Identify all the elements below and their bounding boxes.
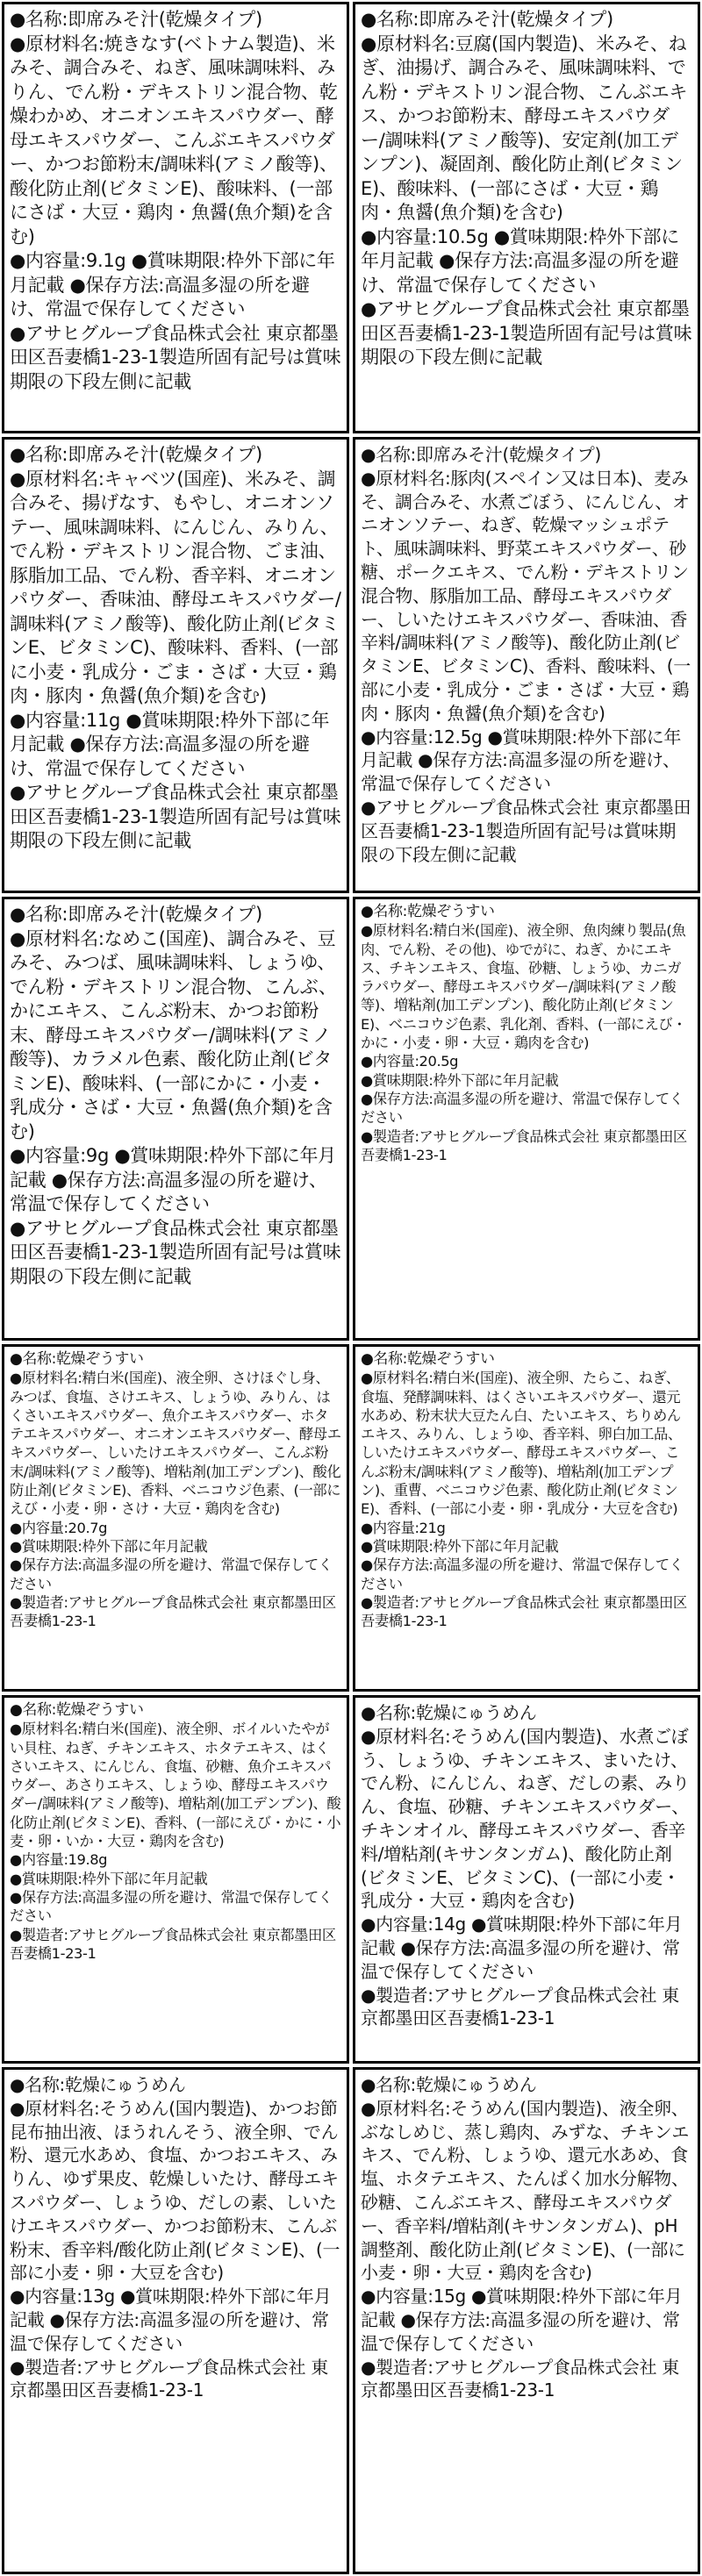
- panel-line: ●保存方法:高温多湿の所を避け、常温で保存してください: [10, 1888, 333, 1925]
- panel-line: ●名称:乾燥にゅうめん: [10, 2074, 186, 2095]
- label-panel-miso-tofu: [353, 2, 700, 433]
- panel-line: ●名称:即席みそ汁(乾燥タイプ): [10, 9, 262, 30]
- panel-line: ●原材料名:なめこ(国産)、調合みそ、豆みそ、みつば、風味調味料、しょうゆ、でん粉・デキストリン混合物、こんぶ、かにエキス、こんぶ粉末、かつお節粉末、酵母エキスパウダー/調味料(アミノ酸等)、カラメル色素、酸化防止剤(ビタミンE)、酸味料、(一部にかに・小麦・乳成分・さば・大豆・魚醤(魚介類)を含む): [10, 927, 337, 1142]
- label-panel-nyumen-spinach: [2, 2067, 349, 2574]
- panel-line: ●賞味期限:枠外下部に年月記載: [10, 1537, 208, 1555]
- panel-line: ●名称:乾燥ぞうすい: [10, 1701, 144, 1719]
- panel-line: ●原材料名:そうめん(国内製造)、液全卵、ぶなしめじ、蒸し鶏肉、みずな、チキンエキス、でん粉、しょうゆ、還元水あめ、食塩、ホタテエキス、たんぱく加水分解物、砂糖、こんぶエキス、酵母エキスパウダー、香辛料/増粘剤(キサンタンガム)、pH調整剤、酸化防止剤(ビタミンE)、(一部に小麦・卵・大豆・鶏肉を含む): [361, 2097, 690, 2284]
- panel-line: ●原材料名:そうめん(国内製造)、水煮ごぼう、しょうゆ、チキンエキス、まいたけ、でん粉、にんじん、ねぎ、だしの素、みりん、食塩、砂糖、チキンエキスパウダー、チキンオイル、酵母エキスパウダー、香辛料/増粘剤(キサンタンガム)、酸化防止剤(ビタミンE、ビタミンC)、(一部に小麦・乳成分・大豆・鶏肉を含む): [361, 1725, 690, 1912]
- panel-line: ●名称:即席みそ汁(乾燥タイプ): [361, 9, 613, 30]
- panel-line: ●内容量:20.5g: [361, 1053, 459, 1070]
- panel-line: ●保存方法:高温多湿の所を避け、常温で保存してください: [361, 1090, 684, 1127]
- panel-line: ●名称:乾燥にゅうめん: [361, 2074, 537, 2095]
- panel-line: ●アサヒグループ食品株式会社 東京都墨田区吾妻橋1-23-1製造所固有記号は賞味期限の下段左側に記載: [361, 796, 691, 865]
- panel-line: ●保存方法:高温多湿の所を避け、常温で保存してください: [361, 1556, 684, 1592]
- panel-line: ●賞味期限:枠外下部に年月記載: [361, 1071, 559, 1089]
- panel-line: ●名称:乾燥ぞうすい: [10, 1350, 144, 1368]
- panel-line: ●原材料名:そうめん(国内製造)、かつお節昆布抽出液、ほうれんそう、液全卵、でん粉、還元水あめ、食塩、かつおエキス、みりん、ゆず果皮、乾燥しいたけ、酵母エキスパウダー、しょうゆ、だしの素、しいたけエキスパウダー、かつお節粉末、こんぶ粉末、香辛料/酸化防止剤(ビタミンE)、(一部に小麦・卵・大豆を含む): [10, 2097, 340, 2284]
- panel-line: ●内容量:9g ●賞味期限:枠外下部に年月記載 ●保存方法:高温多湿の所を避け、常温で保存してください: [10, 1145, 336, 1214]
- panel-line: ●製造者:アサヒグループ食品株式会社 東京都墨田区吾妻橋1-23-1: [10, 2356, 328, 2401]
- panel-line: ●内容量:11g ●賞味期限:枠外下部に年月記載 ●保存方法:高温多湿の所を避け、常温で保存してください: [10, 709, 330, 779]
- panel-line: ●名称:即席みそ汁(乾燥タイプ): [361, 444, 601, 465]
- panel-line: ●アサヒグループ食品株式会社 東京都墨田区吾妻橋1-23-1製造所固有記号は賞味期限の下段左側に記載: [10, 1217, 341, 1287]
- panel-line: ●内容量:12.5g ●賞味期限:枠外下部に年月記載 ●保存方法:高温多湿の所を避け、常温で保存してください: [361, 726, 682, 795]
- label-panel-zousui-crab: [353, 897, 700, 1341]
- label-panel-zousui-cod-roe: [353, 1344, 700, 1692]
- label-panel-nyumen-burdock: [353, 1695, 700, 2064]
- label-panel-miso-nameko: [2, 897, 349, 1341]
- label-panel-zousui-scallop: [2, 1695, 349, 2064]
- label-panel-nyumen-chicken: [353, 2067, 700, 2574]
- panel-line: ●賞味期限:枠外下部に年月記載: [10, 1870, 208, 1887]
- label-panel-miso-cabbage: [2, 437, 349, 893]
- panel-line: ●原材料名:焼きなす(ベトナム製造)、米みそ、調合みそ、ねぎ、風味調味料、みりん、でん粉・デキストリン混合物、乾燥わかめ、オニオンエキスパウダー、酵母エキスパウダー、こんぶエキスパウダー、かつお節粉末/調味料(アミノ酸等)、酸化防止剤(ビタミンE)、酸味料、(一部にさば・大豆・鶏肉・魚醤(魚介類)を含む): [10, 32, 338, 247]
- panel-line: ●内容量:19.8g: [10, 1851, 108, 1869]
- label-panel-miso-eggplant: [2, 2, 349, 433]
- panel-line: ●原材料名:精白米(国産)、液全卵、ボイルいたやがい貝柱、ねぎ、チキンエキス、ホタテエキス、はくさいエキス、にんじん、食塩、砂糖、魚介エキスパウダー、あさりエキス、しょうゆ、酵母エキスパウダー/調味料(アミノ酸等)、増粘剤(加工デンプン)、酸化防止剤(ビタミンE)、香料、(一部にえび・かに・小麦・卵・いか・大豆・鶏肉を含む): [10, 1721, 341, 1850]
- panel-line: ●原材料名:豚肉(スペイン又は日本)、麦みそ、調合みそ、水煮ごぼう、にんじん、オニオンソテー、ねぎ、乾燥マッシュポテト、風味調味料、野菜エキスパウダー、砂糖、ポークエキス、でん粉・デキストリン混合物、豚脂加工品、酵母エキスパウダー、しいたけエキスパウダー、香味油、香辛料/調味料(アミノ酸等)、酸化防止剤(ビタミンE、ビタミンC)、香料、酸味料、(一部に小麦・乳成分・ごま・さば・大豆・鶏肉・豚肉・魚醤(魚介類)を含む): [361, 467, 691, 724]
- panel-line: ●内容量:13g ●賞味期限:枠外下部に年月記載 ●保存方法:高温多湿の所を避け、常温で保存してください: [10, 2286, 332, 2354]
- panel-line: ●名称:即席みそ汁(乾燥タイプ): [10, 444, 262, 465]
- panel-line: ●原材料名:キャベツ(国産)、米みそ、調合みそ、揚げなす、もやし、オニオンソテー、風味調味料、にんじん、みりん、でん粉・デキストリン混合物、ごま油、豚脂加工品、でん粉、香辛料、オニオンパウダー、香味油、酵母エキスパウダー/調味料(アミノ酸等)、酸化防止剤(ビタミンE、ビタミンC)、酸味料、香料、(一部に小麦・乳成分・ごま・さば・大豆・鶏肉・豚肉・魚醤(魚介類)を含む): [10, 468, 341, 706]
- panel-line: ●製造者:アサヒグループ食品株式会社 東京都墨田区吾妻橋1-23-1: [361, 1593, 687, 1630]
- panel-line: ●名称:乾燥ぞうすい: [361, 903, 495, 920]
- panel-line: ●内容量:14g ●賞味期限:枠外下部に年月記載 ●保存方法:高温多湿の所を避け、常温で保存してください: [361, 1914, 683, 1982]
- panel-line: ●名称:乾燥にゅうめん: [361, 1702, 537, 1723]
- panel-line: ●原材料名:豆腐(国内製造)、米みそ、ねぎ、油揚げ、調合みそ、風味調味料、でん粉・デキストリン混合物、こんぶエキス、かつお節粉末、酵母エキスパウダー/調味料(アミノ酸等)、安定剤(加工デンプン)、凝固剤、酸化防止剤(ビタミンE)、酸味料、(一部にさば・大豆・鶏肉・魚醤(魚介類)を含む): [361, 32, 688, 223]
- panel-line: ●保存方法:高温多湿の所を避け、常温で保存してください: [10, 1556, 333, 1592]
- panel-line: ●アサヒグループ食品株式会社 東京都墨田区吾妻橋1-23-1製造所固有記号は賞味期限の下段左側に記載: [10, 782, 341, 851]
- panel-line: ●賞味期限:枠外下部に年月記載: [361, 1537, 559, 1555]
- panel-line: ●製造者:アサヒグループ食品株式会社 東京都墨田区吾妻橋1-23-1: [361, 2356, 679, 2401]
- panel-line: ●名称:即席みそ汁(乾燥タイプ): [10, 904, 262, 925]
- panel-line: ●製造者:アサヒグループ食品株式会社 東京都墨田区吾妻橋1-23-1: [10, 1926, 336, 1962]
- panel-line: ●原材料名:精白米(国産)、液全卵、たらこ、ねぎ、食塩、発酵調味料、はくさいエキスパウダー、還元水あめ、粉末状大豆たん白、たいエキス、ちりめんエキス、みりん、しょうゆ、香辛料、卵白加工品、しいたけエキスパウダー、酵母エキスパウダー、こんぶ粉末/調味料(アミノ酸等)、増粘剤(加工デンプン)、重曹、ベニコウジ色素、酸化防止剤(ビタミンE)、香料、(一部に小麦・卵・乳成分・大豆を含む): [361, 1370, 682, 1518]
- panel-line: ●製造者:アサヒグループ食品株式会社 東京都墨田区吾妻橋1-23-1: [10, 1593, 336, 1630]
- panel-line: ●原材料名:精白米(国産)、液全卵、魚肉練り製品(魚肉、でん粉、その他)、ゆでがに、ねぎ、かにエキス、チキンエキス、食塩、砂糖、しょうゆ、カニガラパウダー、酵母エキスパウダー/調味料(アミノ酸等)、増粘剤(加工デンプン)、酸化防止剤(ビタミンE)、ベニコウジ色素、乳化剤、香料、(一部にえび・かに・小麦・卵・大豆・鶏肉を含む): [361, 922, 687, 1052]
- panel-line: ●製造者:アサヒグループ食品株式会社 東京都墨田区吾妻橋1-23-1: [361, 1127, 687, 1163]
- panel-line: ●アサヒグループ食品株式会社 東京都墨田区吾妻橋1-23-1製造所固有記号は賞味期限の下段左側に記載: [361, 298, 692, 368]
- panel-line: ●内容量:20.7g: [10, 1519, 108, 1536]
- panel-line: ●アサヒグループ食品株式会社 東京都墨田区吾妻橋1-23-1製造所固有記号は賞味期限の下段左側に記載: [10, 322, 341, 392]
- panel-line: ●製造者:アサヒグループ食品株式会社 東京都墨田区吾妻橋1-23-1: [361, 1984, 679, 2029]
- label-panel-zousui-salmon: [2, 1344, 349, 1692]
- panel-line: ●内容量:10.5g ●賞味期限:枠外下部に年月記載 ●保存方法:高温多湿の所を避け、常温で保存してください: [361, 225, 679, 296]
- panel-line: ●名称:乾燥ぞうすい: [361, 1350, 495, 1368]
- label-panel-miso-tonjiru: [353, 437, 700, 893]
- panel-line: ●内容量:9.1g ●賞味期限:枠外下部に年月記載 ●保存方法:高温多湿の所を避け、常温で保存してください: [10, 250, 335, 319]
- panel-line: ●内容量:15g ●賞味期限:枠外下部に年月記載 ●保存方法:高温多湿の所を避け、常温で保存してください: [361, 2286, 683, 2354]
- panel-line: ●原材料名:精白米(国産)、液全卵、さけほぐし身、みつば、食塩、さけエキス、しょうゆ、みりん、はくさいエキスパウダー、魚介エキスパウダー、ホタテエキスパウダー、オニオンエキスパウダー、酵母エキスパウダー、しいたけエキスパウダー、こんぶ粉末/調味料(アミノ酸等)、増粘剤(加工デンプン)、酸化防止剤(ビタミンE)、香料、ベニコウジ色素、(一部にえび・小麦・卵・さけ・大豆・鶏肉を含む): [10, 1370, 341, 1518]
- panel-line: ●内容量:21g: [361, 1519, 446, 1536]
